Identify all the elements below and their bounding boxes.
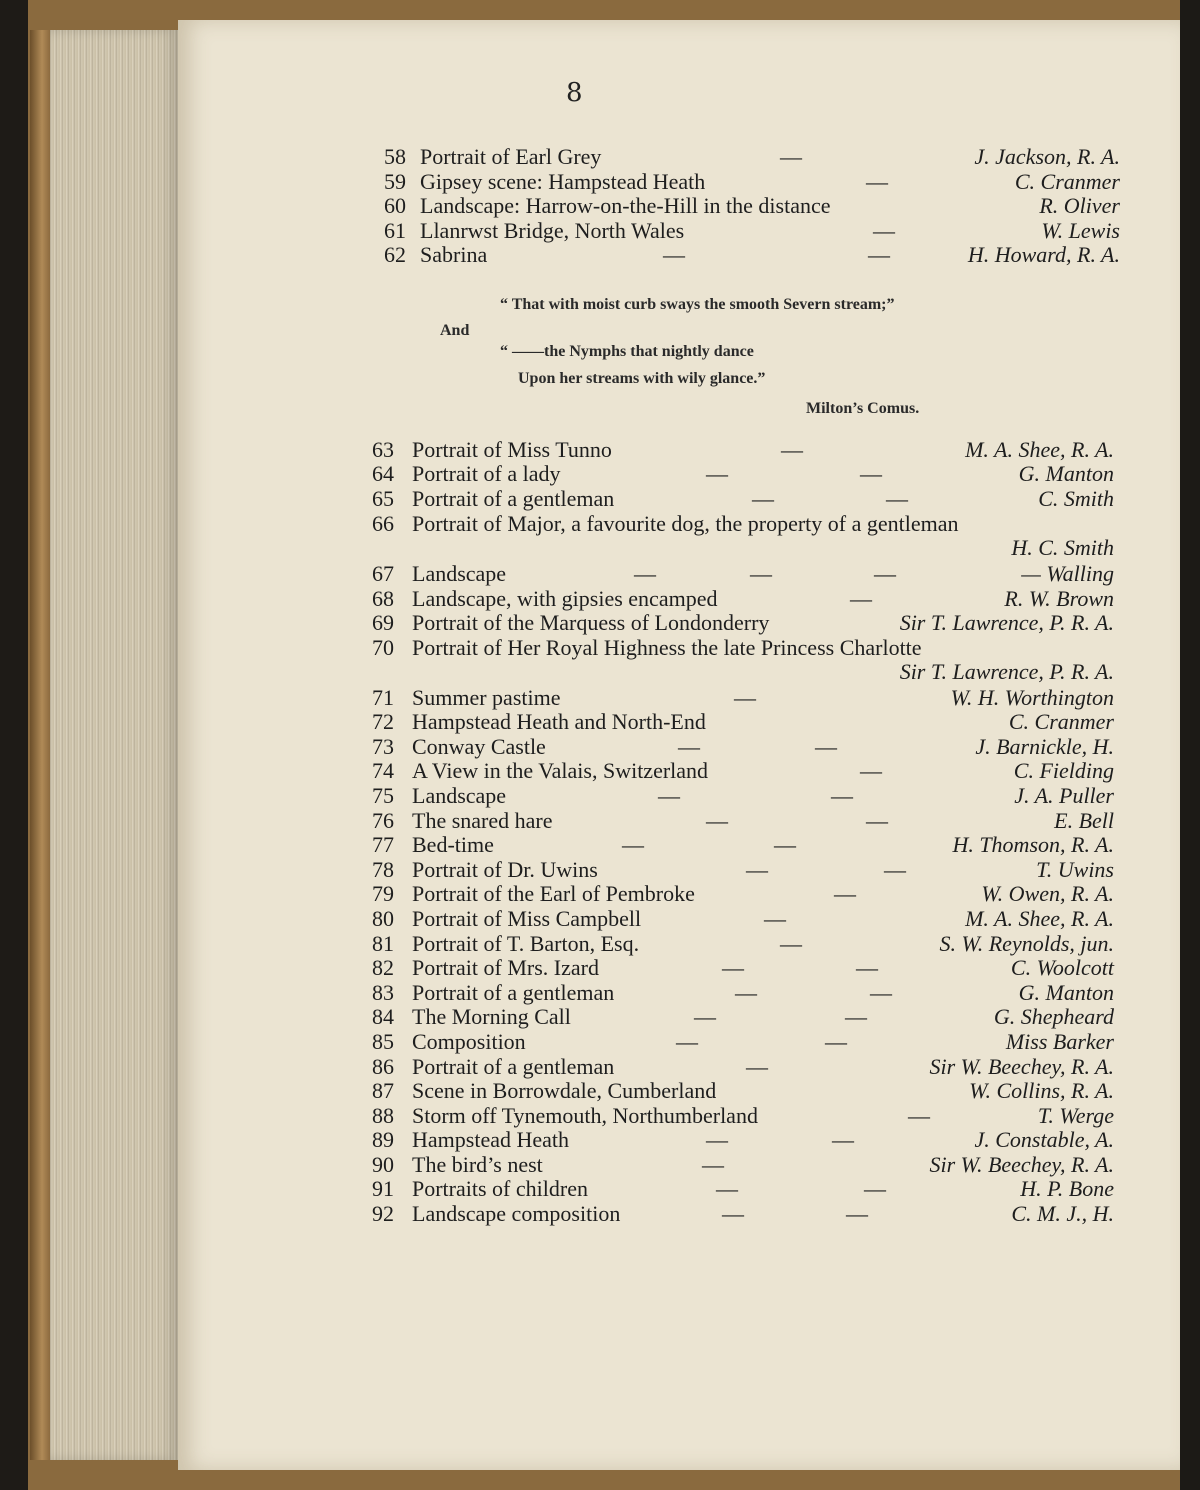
entry-title: Landscape: Harrow-on-the-Hill in the distance bbox=[420, 193, 831, 218]
entry-dash: — bbox=[832, 1127, 854, 1152]
entry-title: Portrait of the Earl of Pembroke bbox=[412, 881, 695, 906]
entry-number: 80 bbox=[372, 906, 394, 931]
entry-dash: — bbox=[764, 906, 786, 931]
entry-dash: — bbox=[735, 980, 757, 1005]
entry-dash: — bbox=[856, 955, 878, 980]
entry-title: The snared hare bbox=[412, 808, 553, 833]
entry-title: Sabrina bbox=[420, 242, 488, 267]
entry-dash: — bbox=[716, 1176, 738, 1201]
entry-number: 61 bbox=[384, 217, 406, 243]
entry-artist: S. W. Reynolds, jun. bbox=[939, 931, 1114, 956]
entry-dash: — bbox=[874, 561, 896, 586]
entry-dash: — bbox=[694, 1004, 716, 1029]
entry-title: Conway Castle bbox=[412, 734, 546, 759]
entry-artist: — Walling bbox=[1021, 561, 1114, 586]
entry-dash: — bbox=[860, 461, 882, 486]
entry-title: Gipsey scene: Hampstead Heath bbox=[420, 168, 706, 194]
entry-dash: — bbox=[722, 1201, 744, 1226]
entry-dash: — bbox=[678, 734, 700, 759]
entry-artist: T. Uwins bbox=[1036, 857, 1114, 882]
entry-title: Portrait of a lady bbox=[412, 461, 561, 486]
entry-artist: C. Woolcott bbox=[1010, 955, 1114, 980]
entry-artist: W. Collins, R. A. bbox=[969, 1078, 1114, 1103]
entry-dash: — bbox=[846, 1201, 868, 1226]
page-number: 8 bbox=[566, 78, 583, 108]
entry-number: 79 bbox=[372, 881, 394, 906]
entry-dash: — bbox=[908, 1103, 930, 1128]
entry-dash: — bbox=[864, 1176, 886, 1201]
entry-number: 90 bbox=[372, 1152, 394, 1177]
entry-number: 59 bbox=[384, 168, 406, 194]
entry-title: Landscape composition bbox=[412, 1201, 621, 1226]
entry-dash: — bbox=[780, 144, 802, 169]
entry-number: 64 bbox=[372, 461, 394, 486]
entry-number: 60 bbox=[384, 193, 406, 218]
entry-title: Bed-time bbox=[412, 832, 494, 857]
entry-artist: R. W. Brown bbox=[1004, 586, 1114, 611]
entry-number: 78 bbox=[372, 857, 394, 882]
entry-number: 76 bbox=[372, 808, 394, 833]
entry-dash: — bbox=[750, 561, 772, 586]
background-strip bbox=[1180, 0, 1200, 1490]
entry-number: 82 bbox=[372, 955, 394, 980]
entry-dash: — bbox=[734, 685, 756, 710]
entry-artist: T. Werge bbox=[1037, 1103, 1114, 1128]
entry-artist: C. Smith bbox=[1038, 486, 1114, 511]
entry-title: A View in the Valais, Switzerland bbox=[412, 758, 709, 783]
entry-number: 66 bbox=[372, 511, 394, 536]
entry-artist: Sir T. Lawrence, P. R. A. bbox=[899, 659, 1114, 684]
entry-title: The Morning Call bbox=[412, 1004, 571, 1029]
entry-artist: J. Jackson, R. A. bbox=[974, 144, 1120, 169]
entry-title: Portrait of Miss Campbell bbox=[412, 906, 642, 931]
quote-line-1: “ That with moist curb sways the smooth Severn stream;” bbox=[500, 296, 895, 313]
entry-dash: — bbox=[834, 881, 856, 906]
entry-artist: C. Fielding bbox=[1013, 758, 1114, 783]
entry-title: Portrait of Dr. Uwins bbox=[412, 857, 598, 882]
entry-title: Storm off Tynemouth, Northumberland bbox=[412, 1103, 758, 1128]
entry-title: Landscape, with gipsies encamped bbox=[412, 586, 718, 611]
entry-artist: W. Lewis bbox=[1041, 217, 1120, 243]
entry-artist: C. Cranmer bbox=[1014, 168, 1120, 194]
entry-artist: E. Bell bbox=[1054, 808, 1114, 833]
entry-dash: — bbox=[781, 437, 803, 462]
quote-line-3: Upon her streams with wily glance.” bbox=[518, 370, 766, 387]
entry-dash: — bbox=[831, 783, 853, 808]
entry-artist: G. Shepheard bbox=[993, 1004, 1114, 1029]
entry-artist: H. Thomson, R. A. bbox=[952, 832, 1114, 857]
entry-title: Scene in Borrowdale, Cumberland bbox=[412, 1078, 717, 1103]
entry-title: The bird’s nest bbox=[412, 1152, 543, 1177]
entry-dash: — bbox=[774, 832, 796, 857]
entry-dash: — bbox=[663, 242, 685, 267]
entry-artist: G. Manton bbox=[1018, 980, 1114, 1005]
entry-number: 71 bbox=[372, 685, 394, 710]
entry-dash: — bbox=[622, 832, 644, 857]
entry-title: Portrait of Miss Tunno bbox=[412, 437, 612, 462]
entry-number: 73 bbox=[372, 734, 394, 759]
entry-number: 84 bbox=[372, 1004, 394, 1029]
quote-and: And bbox=[440, 322, 470, 339]
entry-dash: — bbox=[746, 1054, 768, 1079]
entry-dash: — bbox=[825, 1029, 847, 1054]
entry-number: 87 bbox=[372, 1078, 394, 1103]
cover-spine-edge bbox=[30, 30, 50, 1460]
entry-number: 86 bbox=[372, 1054, 394, 1079]
entry-title: Portrait of Mrs. Izard bbox=[412, 955, 599, 980]
entry-dash: — bbox=[706, 1127, 728, 1152]
entry-title: Landscape bbox=[412, 561, 507, 586]
entry-artist: Sir W. Beechey, R. A. bbox=[929, 1054, 1114, 1079]
entry-number: 69 bbox=[372, 610, 394, 635]
entry-artist: W. H. Worthington bbox=[950, 685, 1114, 710]
entry-dash: — bbox=[752, 486, 774, 511]
entry-title: Portrait of T. Barton, Esq. bbox=[412, 931, 640, 956]
entry-number: 88 bbox=[372, 1103, 394, 1128]
entry-dash: — bbox=[780, 931, 802, 956]
entry-artist: Sir W. Beechey, R. A. bbox=[929, 1152, 1114, 1177]
entry-artist: J. A. Puller bbox=[1014, 783, 1114, 808]
entry-title: Hampstead Heath and North-End bbox=[412, 709, 706, 734]
entry-dash: — bbox=[868, 242, 890, 267]
entry-dash: — bbox=[676, 1029, 698, 1054]
entry-title: Hampstead Heath bbox=[412, 1127, 569, 1152]
entry-number: 68 bbox=[372, 586, 394, 611]
quote-line-2: “ ——the Nymphs that nightly dance bbox=[500, 343, 754, 360]
entry-dash: — bbox=[886, 486, 908, 511]
entry-artist: G. Manton bbox=[1018, 461, 1114, 486]
entry-dash: — bbox=[845, 1004, 867, 1029]
entry-title: Portrait of a gentleman bbox=[412, 980, 615, 1005]
entry-number: 72 bbox=[372, 709, 394, 734]
entry-artist: Miss Barker bbox=[1005, 1029, 1114, 1054]
entry-dash: — bbox=[866, 808, 888, 833]
entry-dash: — bbox=[702, 1152, 724, 1177]
entry-artist: C. M. J., H. bbox=[1011, 1201, 1114, 1226]
entry-title: Composition bbox=[412, 1029, 526, 1054]
entry-dash: — bbox=[706, 808, 728, 833]
entry-title: Portraits of children bbox=[412, 1176, 588, 1201]
entry-number: 85 bbox=[372, 1029, 394, 1054]
entry-number: 67 bbox=[372, 561, 394, 586]
entry-artist: W. Owen, R. A. bbox=[981, 881, 1114, 906]
entry-number: 65 bbox=[372, 486, 394, 511]
entry-title: Portrait of a gentleman bbox=[412, 1054, 615, 1079]
entry-dash: — bbox=[658, 783, 680, 808]
entry-number: 62 bbox=[384, 242, 406, 267]
entry-artist: H. P. Bone bbox=[1020, 1176, 1114, 1201]
page-edges bbox=[50, 30, 178, 1460]
entry-number: 92 bbox=[372, 1201, 394, 1226]
entry-dash: — bbox=[746, 857, 768, 882]
entry-artist: J. Constable, A. bbox=[974, 1127, 1114, 1152]
quote-source: Milton’s Comus. bbox=[806, 400, 920, 417]
entry-artist: H. Howard, R. A. bbox=[967, 242, 1120, 267]
entry-artist: Sir T. Lawrence, P. R. A. bbox=[899, 610, 1114, 635]
entry-title: Landscape bbox=[412, 783, 507, 808]
entry-number: 89 bbox=[372, 1127, 394, 1152]
entry-number: 58 bbox=[384, 144, 406, 169]
entry-title: Portrait of the Marquess of Londonderry bbox=[412, 610, 770, 635]
entry-dash: — bbox=[815, 734, 837, 759]
entry-title: Portrait of Her Royal Highness the late Princess Charlotte bbox=[412, 635, 922, 660]
entry-number: 74 bbox=[372, 758, 394, 783]
entry-dash: — bbox=[866, 168, 888, 194]
entry-dash: — bbox=[884, 857, 906, 882]
entry-number: 70 bbox=[372, 635, 394, 660]
entry-title: Portrait of Major, a favourite dog, the property of a gentleman bbox=[412, 511, 959, 536]
entry-number: 83 bbox=[372, 980, 394, 1005]
entry-artist: C. Cranmer bbox=[1008, 709, 1114, 734]
entry-artist: R. Oliver bbox=[1039, 193, 1120, 218]
entry-number: 91 bbox=[372, 1176, 394, 1201]
entry-number: 77 bbox=[372, 832, 394, 857]
entry-number: 63 bbox=[372, 437, 394, 462]
entry-artist: H. C. Smith bbox=[1011, 535, 1114, 560]
entry-artist: M. A. Shee, R. A. bbox=[965, 906, 1114, 931]
entry-artist: J. Barnickle, H. bbox=[975, 734, 1114, 759]
entry-dash: — bbox=[870, 980, 892, 1005]
entry-dash: — bbox=[706, 461, 728, 486]
entry-number: 81 bbox=[372, 931, 394, 956]
entry-number: 75 bbox=[372, 783, 394, 808]
entry-dash: — bbox=[860, 758, 882, 783]
entry-title: Portrait of a gentleman bbox=[412, 486, 615, 511]
entry-dash: — bbox=[722, 955, 744, 980]
entry-dash: — bbox=[850, 586, 872, 611]
entry-title: Llanrwst Bridge, North Wales bbox=[420, 217, 685, 243]
entry-dash: — bbox=[873, 217, 895, 243]
entry-title: Summer pastime bbox=[412, 685, 561, 710]
entry-title: Portrait of Earl Grey bbox=[420, 144, 602, 169]
entry-dash: — bbox=[634, 561, 656, 586]
entry-artist: M. A. Shee, R. A. bbox=[965, 437, 1114, 462]
